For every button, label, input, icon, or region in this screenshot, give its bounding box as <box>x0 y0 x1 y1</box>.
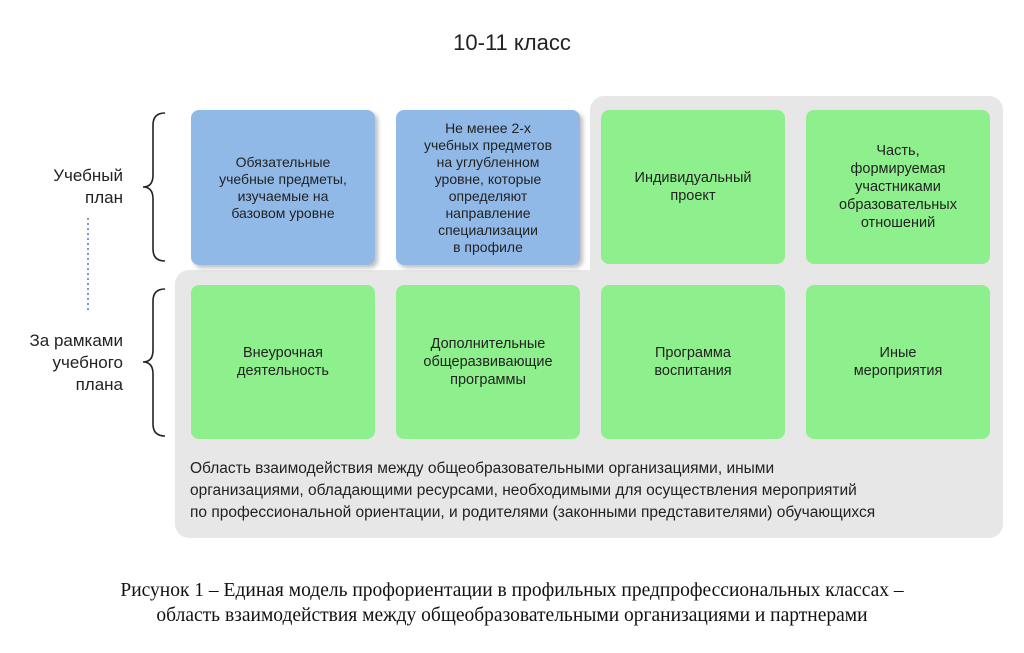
outside-curriculum-brace <box>143 289 165 436</box>
curriculum-brace <box>143 113 165 261</box>
diagram-title: 10-11 класс <box>453 30 571 55</box>
box-advanced-subjects <box>396 110 580 265</box>
box-individual-project-text: Индивидуальный проект <box>634 170 752 204</box>
box-additional-programs <box>396 285 580 439</box>
box-individual-project <box>601 110 785 264</box>
figure-caption: Рисунок 1 – Единая модель профориентации в профильных предпрофессиональных классах – область взаимодействия между общеобразовательными организациями и партнерами <box>120 580 904 626</box>
box-participants-part <box>806 110 990 264</box>
curriculum-label: Учебный план <box>53 166 123 207</box>
box-other-events <box>806 285 990 439</box>
box-extracurricular-text: Внеурочная деятельность <box>237 345 329 379</box>
box-advanced-subjects-text: Не менее 2-х учебных предметов на углубленном уровне, которые определяют направление специализации в профиле <box>423 119 553 255</box>
box-participants-part-text: Часть, формируемая участниками образовательных отношений <box>839 143 957 231</box>
box-required-subjects <box>191 110 375 265</box>
box-required-subjects-text: Обязательные учебные предметы, изучаемые на базовом уровне <box>219 153 347 221</box>
box-upbringing-program-text: Программа воспитания <box>654 345 732 379</box>
box-other-events-text: Иные мероприятия <box>853 345 943 379</box>
box-upbringing-program <box>601 285 785 439</box>
box-extracurricular <box>191 285 375 439</box>
box-additional-programs-text: Дополнительные общеразвивающие программы <box>423 336 553 388</box>
interaction-area-text: Область взаимодействия между общеобразовательными организациями, иными организациями, обладающими ресурсами, необходимыми для осуществления мероприятий по профессиональной ориентации, и родителями (законными представителями) обучающихся <box>190 460 876 521</box>
outside-curriculum-label: За рамками учебного плана <box>29 331 123 394</box>
